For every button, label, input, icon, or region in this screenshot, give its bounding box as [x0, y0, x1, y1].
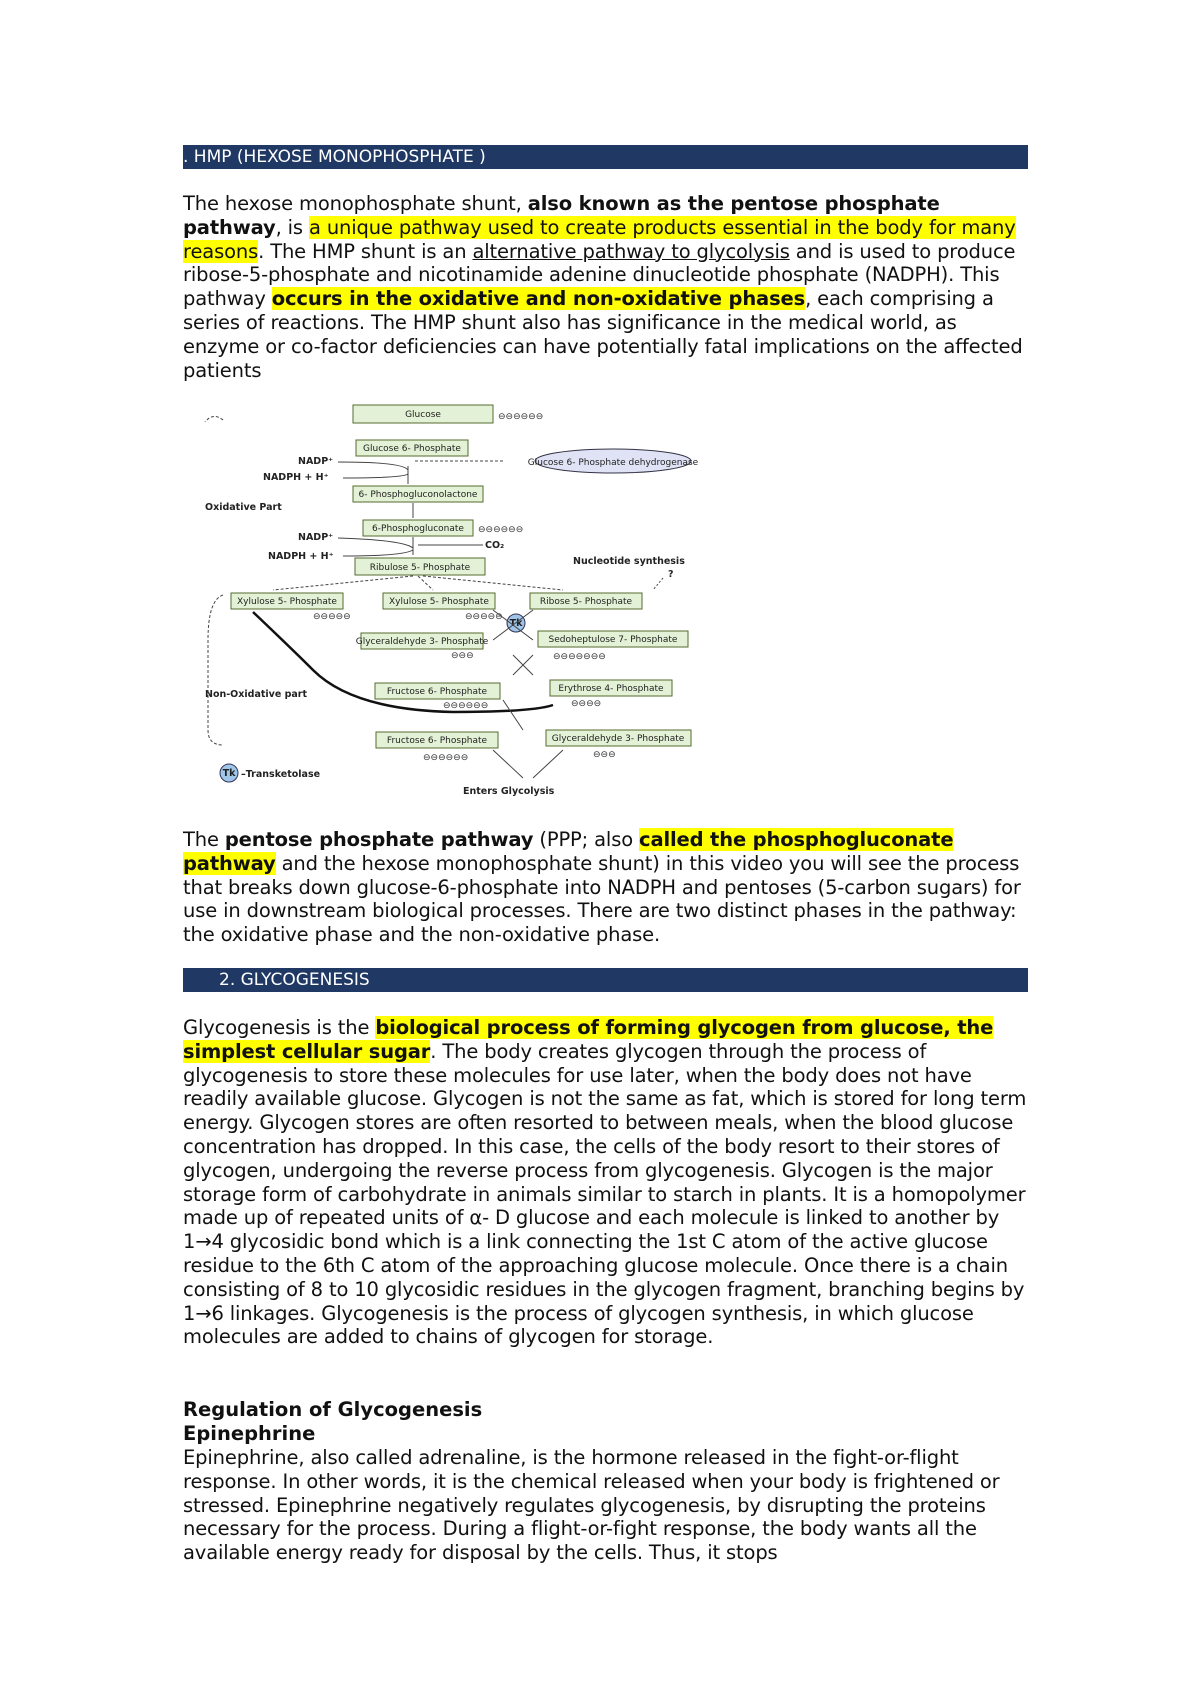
- epinephrine-subtitle: Epinephrine: [183, 1422, 316, 1445]
- label-erythrose: Erythrose 4- Phosphate: [558, 684, 664, 694]
- carbon-chain: ⊖⊖⊖: [593, 750, 616, 760]
- section-heading-glycogenesis: 2. GLYCOGENESIS: [183, 968, 1028, 992]
- label-sedo: Sedoheptulose 7- Phosphate: [548, 635, 678, 645]
- label-ribose: Ribose 5- Phosphate: [539, 597, 633, 607]
- label-gluconate: 6-Phosphogluconate: [372, 524, 464, 534]
- paragraph-hmp-intro: The hexose monophosphate shunt, also known as the pentose phosphate pathway, is a unique pathway used to create products essential in the body for many reasons. The HMP shunt is an alternative pathway to glycolysis and is used to produce ribose-5-phosphate and nicotinamide adenine dinucleotide phosphate (NADPH). This pathway occurs in the oxidative and non-oxidative phases, each comprising a series of reactions. The HMP shunt also has significance in the medical world, as enzyme or co-factor deficiencies can have potentially fatal implications on the affected patients: [183, 192, 1023, 382]
- carbon-chain: ⊖⊖⊖⊖⊖⊖: [443, 701, 489, 711]
- carbon-chain: ⊖⊖⊖: [451, 651, 474, 661]
- label-ribulose: Ribulose 5- Phosphate: [369, 563, 471, 573]
- label-enters-glycolysis: Enters Glycolysis: [463, 786, 555, 797]
- label-oxidative-part: Oxidative Part: [205, 502, 282, 513]
- label-question: ?: [668, 569, 674, 580]
- bracket-non-oxidative: [208, 595, 223, 745]
- carbon-chain: ⊖⊖⊖⊖⊖⊖⊖: [553, 652, 606, 662]
- carbon-chain: ⊖⊖⊖⊖: [571, 699, 602, 709]
- label-nadph-1: NADPH + H⁺: [263, 472, 329, 483]
- label-nadph-2: NADPH + H⁺: [268, 551, 334, 562]
- label-xylulose-1: Xylulose 5- Phosphate: [237, 597, 337, 607]
- label-xylulose-2: Xylulose 5- Phosphate: [389, 597, 489, 607]
- label-nadp-2: NADP⁺: [298, 532, 334, 543]
- pentose-phosphate-pathway-diagram: [203, 400, 893, 810]
- label-tk: Tk: [509, 618, 523, 629]
- arrow-nucleotide: [653, 578, 663, 590]
- label-fructose-2: Fructose 6- Phosphate: [386, 736, 488, 746]
- label-co2: CO₂: [485, 540, 505, 551]
- pathway-svg: [203, 400, 893, 810]
- label-fructose-1: Fructose 6- Phosphate: [386, 687, 488, 697]
- arrows-split: [273, 576, 563, 590]
- paragraph-epinephrine: Epinephrine, also called adrenaline, is the hormone released in the fight-or-flight response. In other words, it is the chemical released when your body is frightened or stressed. Epinephrine negatively regulates glycogenesis, by disrupting the proteins necessary for the process. During a flight-or-fight response, the body wants all the available energy ready for disposal by the cells. Thus, it stops: [183, 1446, 1000, 1565]
- carbon-chain: ⊖⊖⊖⊖⊖⊖: [478, 525, 524, 535]
- arrow-nadp-2: [338, 537, 483, 556]
- carbon-chain: ⊖⊖⊖⊖⊖⊖: [423, 753, 469, 763]
- paragraph-ppp: The pentose phosphate pathway (PPP; also called the phosphogluconate pathway and the hexose monophosphate shunt) in this video you will see the process that breaks down glucose-6-phosphate into NADPH and pentoses (5-carbon sugars) for use in downstream biological processes. There are two distinct phases in the pathway: the oxidative phase and the non-oxidative phase.: [183, 828, 1021, 947]
- regulation-title: Regulation of Glycogenesis: [183, 1398, 483, 1421]
- carbon-chain: ⊖⊖⊖⊖⊖: [313, 612, 351, 622]
- label-lactone: 6- Phosphogluconolactone: [358, 490, 478, 500]
- label-glucose: Glucose: [405, 410, 441, 420]
- label-transketolase: –Transketolase: [241, 769, 321, 780]
- cross-arrows-2: [513, 655, 533, 675]
- label-g6p: Glucose 6- Phosphate: [363, 444, 461, 454]
- label-nadp-1: NADP⁺: [298, 456, 334, 467]
- arrow-nadp-1: [338, 462, 408, 484]
- label-enzyme: Glucose 6- Phosphate dehydrogenase: [527, 458, 699, 468]
- paragraph-glycogenesis: Glycogenesis is the biological process of forming glycogen from glucose, the simplest cellular sugar. The body creates glycogen through the process of glycogenesis to store these molecules for use later, when the body does not have readily available glucose. Glycogen is not the same as fat, which is stored for long term energy. Glycogen stores are often resorted to between meals, when the blood glucose concentration has dropped. In this case, the cells of the body resort to their stores of glycogen, undergoing the reverse process from glycogenesis. Glycogen is the major storage form of carbohydrate in animals similar to starch in plants. It is a homopolymer made up of repeated units of α- D glucose and each molecule is linked to another by 1→4 glycosidic bond which is a link connecting the 1st C atom of the active glucose residue to the 6th C atom of the approaching glucose molecule. Once there is a chain consisting of 8 to 10 glycosidic residues in the glycogen fragment, branching begins by 1→6 linkages. Glycogenesis is the process of glycogen synthesis, in which glucose molecules are added to chains of glycogen for storage.: [183, 1016, 1027, 1349]
- section-heading-hmp: . HMP (HEXOSE MONOPHOSPHATE ): [183, 145, 1028, 169]
- label-g3p-2: Glyceraldehyde 3- Phosphate: [551, 734, 685, 744]
- label-tk-legend: Tk: [222, 768, 236, 779]
- carbon-chain: ⊖⊖⊖⊖⊖⊖: [498, 412, 544, 422]
- label-nucleotide-synthesis: Nucleotide synthesis: [573, 556, 685, 567]
- label-non-oxidative-part: Non-Oxidative part: [205, 689, 308, 700]
- decor-curve: [205, 416, 223, 422]
- carbon-chain: ⊖⊖⊖⊖⊖: [465, 612, 503, 622]
- label-g3p-1: Glyceraldehyde 3- Phosphate: [355, 637, 489, 647]
